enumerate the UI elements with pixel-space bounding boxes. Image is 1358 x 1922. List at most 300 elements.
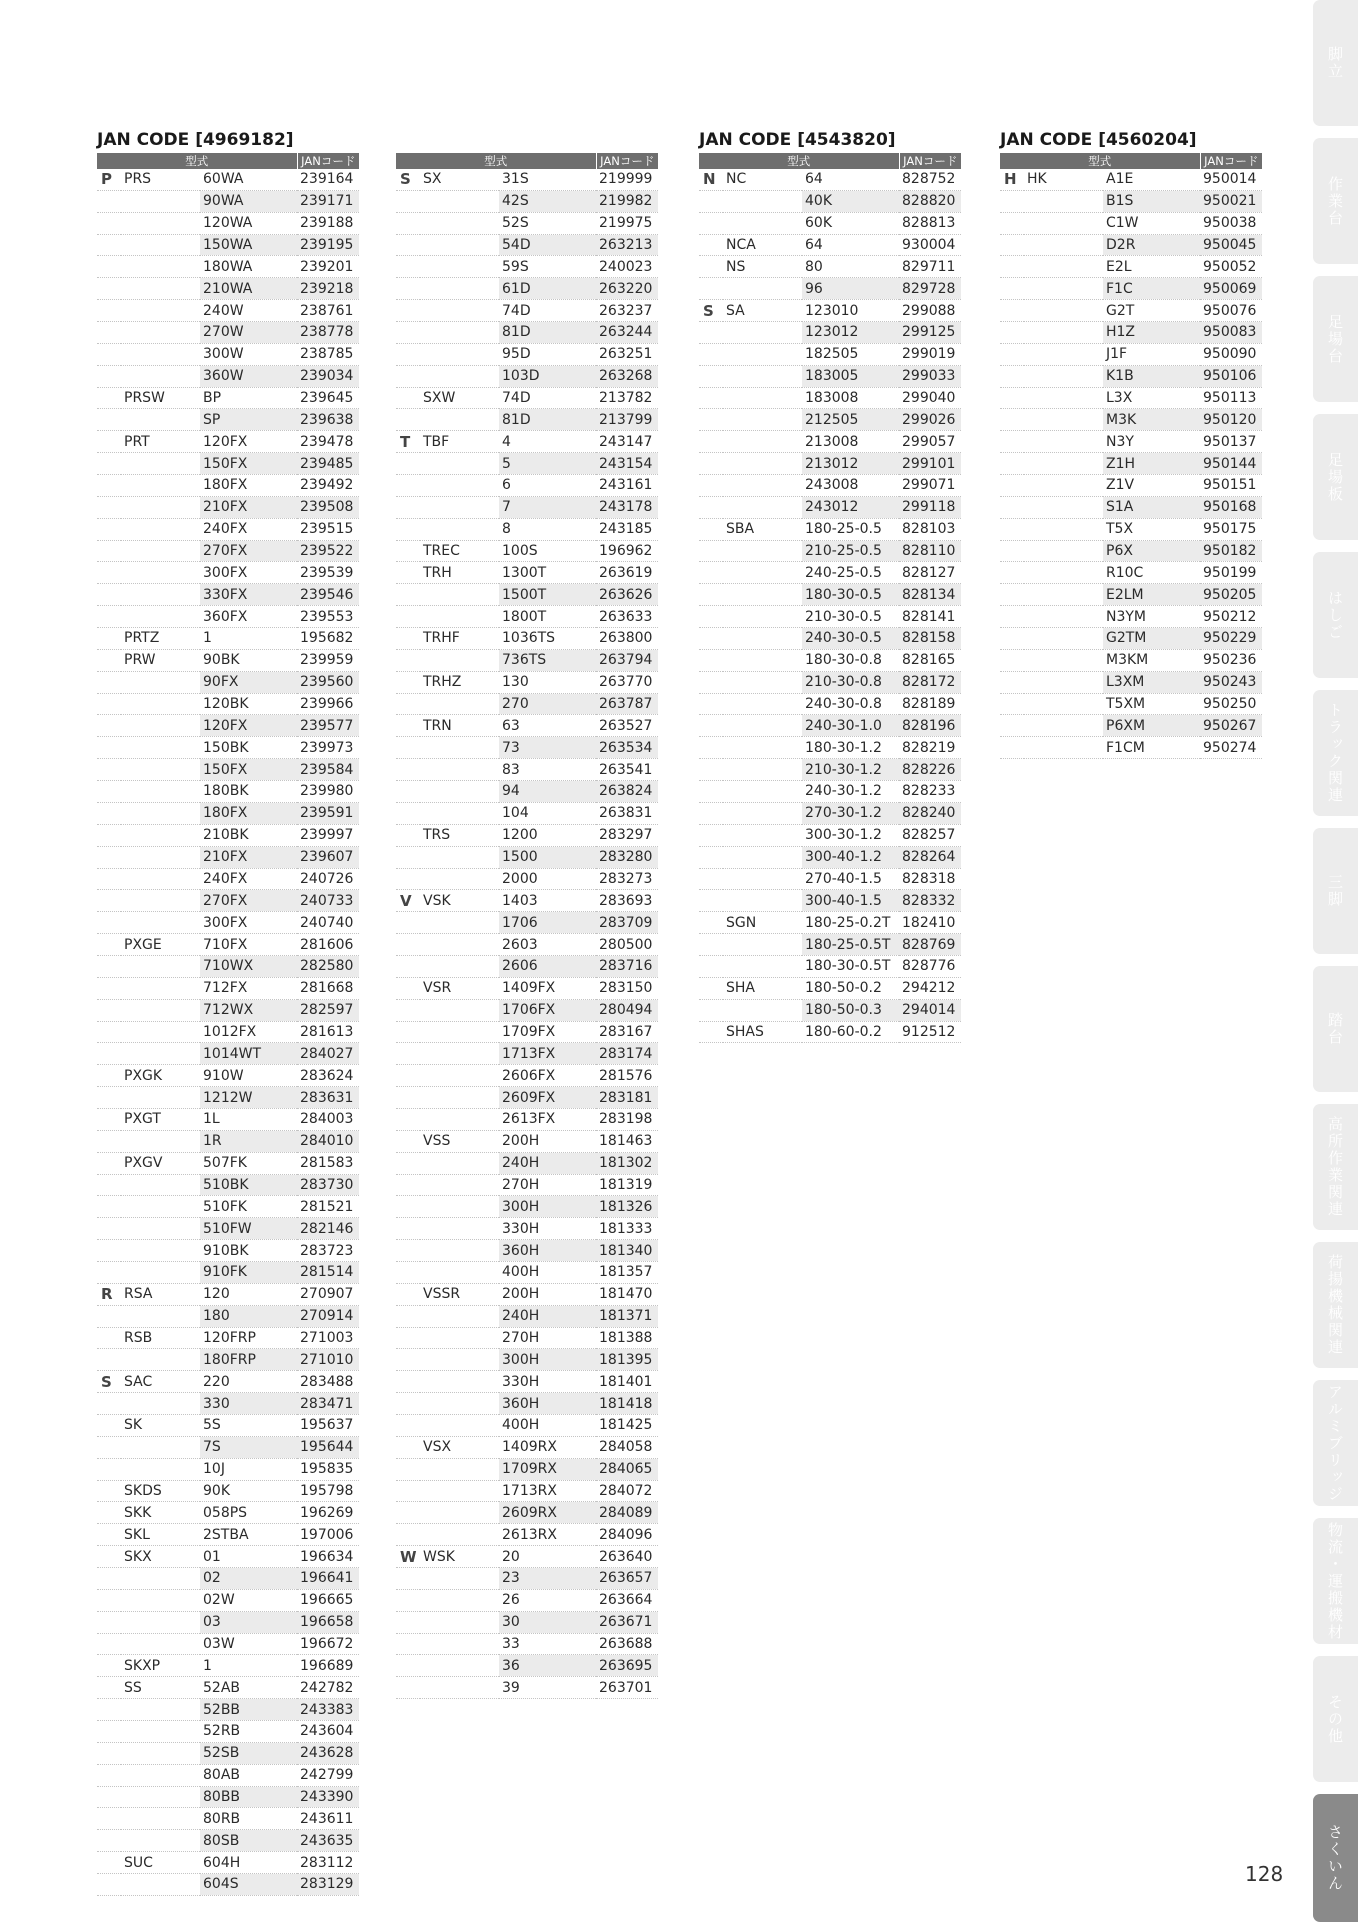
index-letter: [97, 1852, 121, 1874]
jan-code: 299019: [899, 343, 961, 365]
table-row: [97, 1830, 359, 1852]
model-name: [121, 518, 200, 540]
model-name: [121, 1393, 200, 1415]
jan-code: 263626: [596, 584, 658, 606]
jan-code: 239607: [297, 846, 359, 868]
size-code: 240FX: [200, 868, 297, 890]
model-name: [121, 300, 200, 322]
model-name: [723, 606, 802, 628]
side-tab-10[interactable]: 荷揚機械関連: [1313, 1242, 1358, 1368]
model-name: [121, 1699, 200, 1721]
size-code: 360FX: [200, 606, 297, 628]
table-row: [396, 1196, 658, 1218]
jan-code: 195644: [297, 1436, 359, 1458]
model-name: [420, 1502, 499, 1524]
jan-code: 283297: [596, 824, 658, 846]
jan-code: 283198: [596, 1108, 658, 1130]
model-name: [420, 1589, 499, 1611]
table-row: [396, 781, 658, 803]
index-letter: [97, 824, 121, 846]
size-code: 02: [200, 1568, 297, 1590]
table-row: [97, 1852, 359, 1874]
index-letter: [396, 584, 420, 606]
jan-code: 195835: [297, 1458, 359, 1480]
table-row: [97, 256, 359, 278]
size-code: 40K: [802, 190, 899, 212]
model-name: [420, 584, 499, 606]
table-row: [396, 977, 658, 999]
jan-code: 299118: [899, 496, 961, 518]
table-row: [396, 890, 658, 912]
model-name: VSR: [420, 977, 499, 999]
jan-code: 239478: [297, 431, 359, 453]
model-name: [420, 190, 499, 212]
model-name: [121, 737, 200, 759]
index-letter: [396, 1152, 420, 1174]
model-name: PRT: [121, 431, 200, 453]
table-row: [1000, 606, 1262, 628]
table-row: [699, 890, 961, 912]
index-letter: [699, 912, 723, 934]
jan-code: 828165: [899, 649, 961, 671]
model-name: [1024, 365, 1103, 387]
model-name: [723, 781, 802, 803]
table-row: [97, 1742, 359, 1764]
model-name: [420, 1065, 499, 1087]
model-name: [420, 868, 499, 890]
index-letter: [396, 453, 420, 475]
size-code: R10C: [1103, 562, 1200, 584]
jan-code: 828233: [899, 781, 961, 803]
size-code: 120: [200, 1283, 297, 1305]
index-letter: [396, 1502, 420, 1524]
jan-code: 828127: [899, 562, 961, 584]
jan-code: 238761: [297, 300, 359, 322]
side-tab-2[interactable]: 作業台: [1313, 138, 1358, 264]
table-row: [396, 1261, 658, 1283]
model-header: 型式: [396, 153, 596, 169]
table-row: [97, 453, 359, 475]
jan-code-title: JAN CODE [4560204]: [1000, 130, 1197, 150]
side-tab-3[interactable]: 足場台: [1313, 276, 1358, 402]
side-tab-14[interactable]: さくいん: [1313, 1794, 1358, 1922]
index-letter: [1000, 365, 1024, 387]
jan-code: 219999: [596, 169, 658, 190]
index-letter: [97, 1808, 121, 1830]
size-code: 2609FX: [499, 1087, 596, 1109]
index-letter: [97, 955, 121, 977]
index-letter: [97, 1458, 121, 1480]
index-letter: [1000, 234, 1024, 256]
model-name: [1024, 606, 1103, 628]
size-code: 240-30-0.8: [802, 693, 899, 715]
jan-code: 243390: [297, 1786, 359, 1808]
index-letter: [396, 278, 420, 300]
size-code: 61D: [499, 278, 596, 300]
index-letter: [699, 322, 723, 344]
jan-code: 196962: [596, 540, 658, 562]
jan-code: 263633: [596, 606, 658, 628]
jan-code: 242799: [297, 1764, 359, 1786]
jan-code: 181463: [596, 1130, 658, 1152]
size-code: 180-30-0.5T: [802, 955, 899, 977]
model-name: [121, 1721, 200, 1743]
index-letter: [396, 540, 420, 562]
model-name: [1024, 671, 1103, 693]
index-letter: [97, 649, 121, 671]
jan-code: 950045: [1200, 234, 1262, 256]
model-name: PRTZ: [121, 628, 200, 650]
index-letter: [699, 256, 723, 278]
size-code: N3Y: [1103, 431, 1200, 453]
side-tab-12[interactable]: 物流・運搬機材: [1313, 1518, 1358, 1644]
jan-code: 912512: [899, 1021, 961, 1043]
table-row: [97, 387, 359, 409]
jan-code: 282580: [297, 955, 359, 977]
index-letter: [396, 518, 420, 540]
size-code: N3YM: [1103, 606, 1200, 628]
size-code: 604S: [200, 1874, 297, 1896]
table-row: [97, 802, 359, 824]
table-row: [396, 212, 658, 234]
size-code: 94: [499, 781, 596, 803]
size-code: 300-40-1.5: [802, 890, 899, 912]
model-name: [121, 256, 200, 278]
size-code: 330H: [499, 1218, 596, 1240]
size-code: 1: [200, 628, 297, 650]
jan-code: 197006: [297, 1524, 359, 1546]
index-letter: [97, 1218, 121, 1240]
index-letter: [1000, 671, 1024, 693]
index-letter: [396, 1436, 420, 1458]
index-letter: [97, 1393, 121, 1415]
table-row: [699, 518, 961, 540]
size-code: L3XM: [1103, 671, 1200, 693]
table-header-row: [396, 153, 658, 169]
size-code: 1800T: [499, 606, 596, 628]
side-tab-6[interactable]: トラック関連: [1313, 690, 1358, 816]
size-code: 270FX: [200, 540, 297, 562]
index-letter: S: [396, 169, 420, 190]
table-row: [97, 496, 359, 518]
table-row: [1000, 212, 1262, 234]
jan-code: 181470: [596, 1283, 658, 1305]
size-code: 120FX: [200, 715, 297, 737]
model-name: [420, 999, 499, 1021]
size-code: 058PS: [200, 1502, 297, 1524]
model-name: [420, 781, 499, 803]
size-code: Z1V: [1103, 475, 1200, 497]
model-name: [420, 256, 499, 278]
model-name: [723, 693, 802, 715]
index-letter: [97, 453, 121, 475]
size-code: 150FX: [200, 759, 297, 781]
model-name: [420, 1108, 499, 1130]
jan-code: 828103: [899, 518, 961, 540]
table-row: [1000, 649, 1262, 671]
model-name: [121, 190, 200, 212]
size-code: 95D: [499, 343, 596, 365]
size-code: 180-50-0.3: [802, 999, 899, 1021]
table-row: [97, 737, 359, 759]
side-tab-9[interactable]: 高所作業関連: [1313, 1104, 1358, 1230]
model-name: [121, 1021, 200, 1043]
model-name: [420, 649, 499, 671]
table-row: [1000, 431, 1262, 453]
model-name: [420, 1305, 499, 1327]
table-row: [97, 562, 359, 584]
jan-code: 283150: [596, 977, 658, 999]
size-code: E2L: [1103, 256, 1200, 278]
jan-code: 950083: [1200, 322, 1262, 344]
table-row: [396, 300, 658, 322]
table-row: [97, 540, 359, 562]
index-letter: [97, 584, 121, 606]
model-name: PXGV: [121, 1152, 200, 1174]
index-letter: [97, 628, 121, 650]
table-row: [97, 977, 359, 999]
jan-code: 196641: [297, 1568, 359, 1590]
table-row: [396, 1327, 658, 1349]
table-row: [699, 584, 961, 606]
jan-code: 828318: [899, 868, 961, 890]
size-code: 240-25-0.5: [802, 562, 899, 584]
index-letter: [97, 1152, 121, 1174]
index-letter: [97, 1021, 121, 1043]
index-letter: V: [396, 890, 420, 912]
jan-code: 263794: [596, 649, 658, 671]
table-row: [1000, 169, 1262, 190]
table-row: [1000, 365, 1262, 387]
index-letter: [396, 1240, 420, 1262]
side-tab-1[interactable]: 脚立: [1313, 0, 1358, 126]
table-row: [396, 540, 658, 562]
table-row: [97, 518, 359, 540]
index-letter: [1000, 715, 1024, 737]
index-letter: [1000, 322, 1024, 344]
table-row: [97, 1218, 359, 1240]
size-code: 5: [499, 453, 596, 475]
index-letter: [699, 1021, 723, 1043]
side-tab-7[interactable]: 三脚: [1313, 828, 1358, 954]
jan-code: 239508: [297, 496, 359, 518]
jan-code: 281613: [297, 1021, 359, 1043]
index-letter: [396, 1611, 420, 1633]
jan-code: 281576: [596, 1065, 658, 1087]
size-code: 510BK: [200, 1174, 297, 1196]
index-letter: [396, 1633, 420, 1655]
jan-code: 828769: [899, 934, 961, 956]
jan-code: 243628: [297, 1742, 359, 1764]
size-code: 270H: [499, 1327, 596, 1349]
index-letter: [97, 1436, 121, 1458]
jan-code: 239546: [297, 584, 359, 606]
table-row: [1000, 518, 1262, 540]
model-name: [121, 584, 200, 606]
jan-code: 283280: [596, 846, 658, 868]
table-row: [699, 606, 961, 628]
size-code: Z1H: [1103, 453, 1200, 475]
model-name: SKL: [121, 1524, 200, 1546]
model-name: [121, 1349, 200, 1371]
model-name: [723, 737, 802, 759]
index-letter: [396, 1458, 420, 1480]
size-code: 220: [200, 1371, 297, 1393]
model-name: TRH: [420, 562, 499, 584]
size-code: 1: [200, 1655, 297, 1677]
table-row: [396, 1414, 658, 1436]
side-tab-13[interactable]: その他: [1313, 1656, 1358, 1782]
index-letter: R: [97, 1283, 121, 1305]
size-code: 80AB: [200, 1764, 297, 1786]
size-code: 60WA: [200, 169, 297, 190]
model-name: [121, 234, 200, 256]
model-name: TREC: [420, 540, 499, 562]
model-name: [1024, 234, 1103, 256]
table-row: [97, 1589, 359, 1611]
model-name: [121, 1196, 200, 1218]
jan-code: 284010: [297, 1130, 359, 1152]
model-name: [1024, 584, 1103, 606]
jan-code: 239201: [297, 256, 359, 278]
jan-code: 263244: [596, 322, 658, 344]
size-code: 910W: [200, 1065, 297, 1087]
jan-code: 299101: [899, 453, 961, 475]
jan-code: 950052: [1200, 256, 1262, 278]
jan-code: 181326: [596, 1196, 658, 1218]
table-row: [1000, 693, 1262, 715]
side-tab-5[interactable]: はしご: [1313, 552, 1358, 678]
index-letter: [699, 606, 723, 628]
size-code: 360W: [200, 365, 297, 387]
index-letter: [396, 912, 420, 934]
index-letter: [97, 1065, 121, 1087]
jan-code: 239171: [297, 190, 359, 212]
index-letter: [396, 671, 420, 693]
index-letter: S: [97, 1371, 121, 1393]
index-letter: [97, 1087, 121, 1109]
model-name: PXGT: [121, 1108, 200, 1130]
size-code: 400H: [499, 1414, 596, 1436]
model-name: [121, 1808, 200, 1830]
table-row: [396, 1218, 658, 1240]
jan-code: 243383: [297, 1699, 359, 1721]
size-code: 2609RX: [499, 1502, 596, 1524]
side-tab-8[interactable]: 踏台: [1313, 966, 1358, 1092]
model-name: [121, 759, 200, 781]
model-name: [420, 1196, 499, 1218]
table-row: [699, 256, 961, 278]
index-letter: [1000, 693, 1024, 715]
index-letter: [699, 190, 723, 212]
size-code: 330: [200, 1393, 297, 1415]
table-row: [396, 999, 658, 1021]
jan-code: 239638: [297, 409, 359, 431]
jan-code: 284072: [596, 1480, 658, 1502]
jan-code: 950243: [1200, 671, 1262, 693]
jan-code: 283471: [297, 1393, 359, 1415]
table-row: [97, 1655, 359, 1677]
index-letter: [1000, 300, 1024, 322]
model-name: [121, 1874, 200, 1896]
table-row: [97, 475, 359, 497]
table-row: [97, 868, 359, 890]
table-row: [97, 934, 359, 956]
size-code: 243012: [802, 496, 899, 518]
model-name: [723, 999, 802, 1021]
table-row: [97, 890, 359, 912]
size-code: 710FX: [200, 934, 297, 956]
size-code: 182505: [802, 343, 899, 365]
jan-code: 181302: [596, 1152, 658, 1174]
index-letter: [396, 715, 420, 737]
table-row: [1000, 540, 1262, 562]
size-code: 1200: [499, 824, 596, 846]
model-name: [420, 1240, 499, 1262]
size-code: 7: [499, 496, 596, 518]
table-row: [97, 1108, 359, 1130]
index-letter: [396, 1108, 420, 1130]
side-tab-4[interactable]: 足場板: [1313, 414, 1358, 540]
index-letter: [97, 1742, 121, 1764]
size-code: 120BK: [200, 693, 297, 715]
table-row: [97, 1152, 359, 1174]
size-code: 1706: [499, 912, 596, 934]
jan-code: 281606: [297, 934, 359, 956]
table-row: [97, 1502, 359, 1524]
jan-code-title: JAN CODE [4543820]: [699, 130, 896, 150]
index-letter: [396, 190, 420, 212]
size-code: 210BK: [200, 824, 297, 846]
table-row: [1000, 453, 1262, 475]
size-code: 81D: [499, 409, 596, 431]
model-name: [420, 1414, 499, 1436]
model-name: WSK: [420, 1546, 499, 1568]
table-row: [699, 759, 961, 781]
model-name: [121, 781, 200, 803]
size-code: 20: [499, 1546, 596, 1568]
model-name: [420, 518, 499, 540]
size-code: 64: [802, 169, 899, 190]
size-code: 210FX: [200, 846, 297, 868]
model-name: [121, 540, 200, 562]
jan-code: 263695: [596, 1655, 658, 1677]
size-code: 52BB: [200, 1699, 297, 1721]
table-row: [699, 365, 961, 387]
jan-code: 239485: [297, 453, 359, 475]
jan-code: 283167: [596, 1021, 658, 1043]
model-name: [420, 846, 499, 868]
index-letter: [396, 234, 420, 256]
jan-code: 828776: [899, 955, 961, 977]
jan-code: 263787: [596, 693, 658, 715]
model-name: [420, 1611, 499, 1633]
table-row: [699, 453, 961, 475]
model-name: TRS: [420, 824, 499, 846]
size-code: 270W: [200, 322, 297, 344]
size-code: 31S: [499, 169, 596, 190]
table-row: [396, 846, 658, 868]
table-row: [396, 868, 658, 890]
jan-code: 294212: [899, 977, 961, 999]
size-code: 30: [499, 1611, 596, 1633]
size-code: 6: [499, 475, 596, 497]
size-code: 200H: [499, 1283, 596, 1305]
model-name: RSB: [121, 1327, 200, 1349]
table-row: [97, 300, 359, 322]
side-tab-11[interactable]: アルミブリッジ: [1313, 1380, 1358, 1506]
index-letter: [699, 628, 723, 650]
